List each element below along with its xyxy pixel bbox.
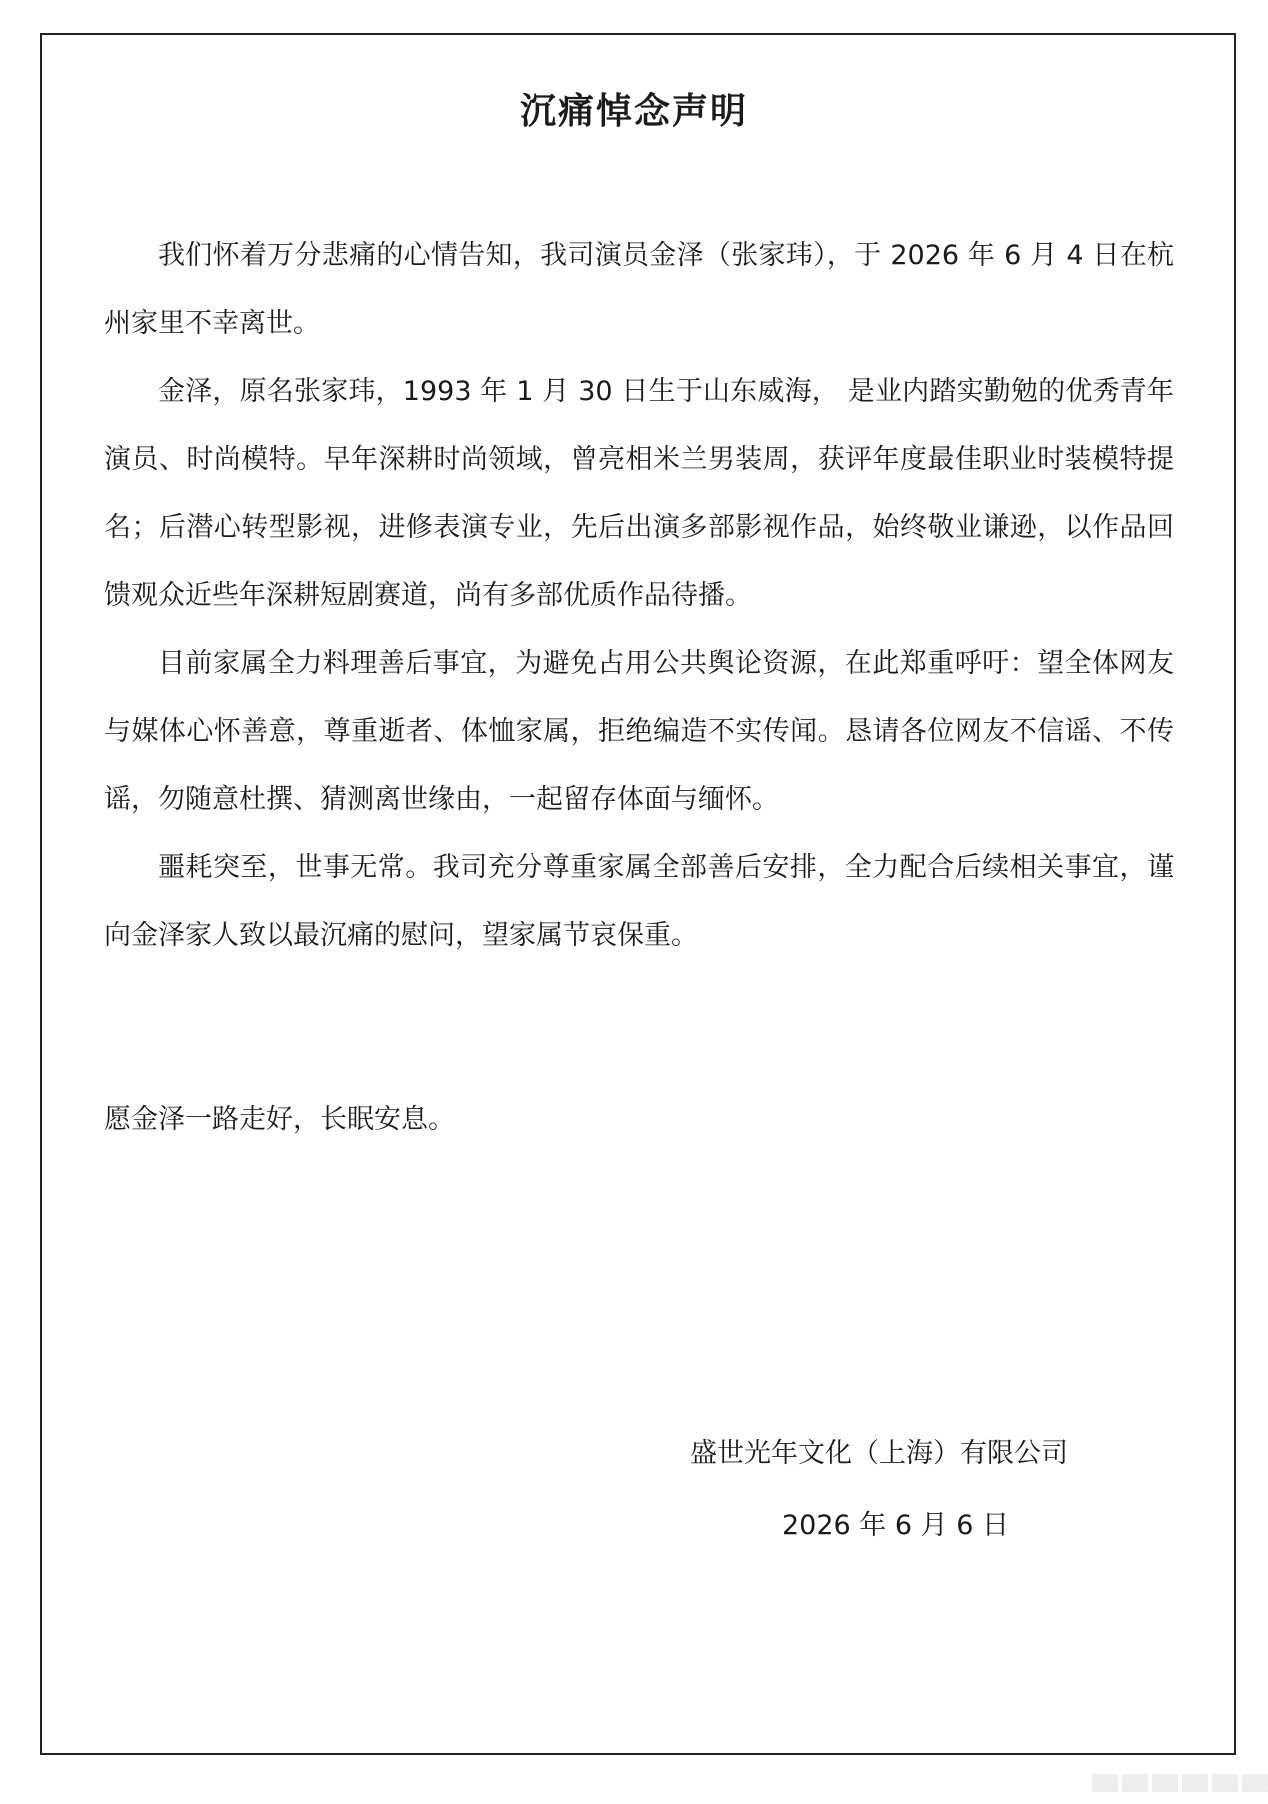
paragraph-condolence: 噩耗突至，世事无常。我司充分尊重家属全部善后安排，全力配合后续相关事宜，谨向金泽家人致以最沉痛的慰问，望家属节哀保重。 [104,852,1174,951]
signature-company: 盛世光年文化（上海）有限公司 [690,1438,1068,1469]
document-title: 沉痛悼念声明 [519,91,748,132]
paragraph-biography: 金泽，原名张家玮，1993 年 1 月 30 日生于山东威海， 是业内踏实勤勉的优秀青年演员、时尚模特。早年深耕时尚领域，曾亮相米兰男装周，获评年度最佳职业时装模特提名；后潜心转型影视，进修表演专业，先后出演多部影视作品，始终敬业谦逊，以作品回馈观众近些年深耕短剧赛道，尚有多部优质作品待播。 [104,376,1174,611]
watermark-graphic [1092,1774,1268,1792]
paragraph-announcement: 我们怀着万分悲痛的心情告知，我司演员金泽（张家玮），于 2026 年 6 月 4 日在杭州家里不幸离世。 [104,240,1174,339]
statement-body [104,222,1174,970]
closing-line: 愿金泽一路走好，长眠安息。 [104,1104,455,1135]
paragraph-appeal: 目前家属全力料理善后事宜，为避免占用公共舆论资源，在此郑重呼吁：望全体网友与媒体心怀善意，尊重逝者、体恤家属，拒绝编造不实传闻。恳请各位网友不信谣、不传谣，勿随意杜撰、猜测离世缘由，一起留存体面与缅怀。 [104,648,1174,815]
signature-date: 2026 年 6 月 6 日 [782,1510,1009,1541]
